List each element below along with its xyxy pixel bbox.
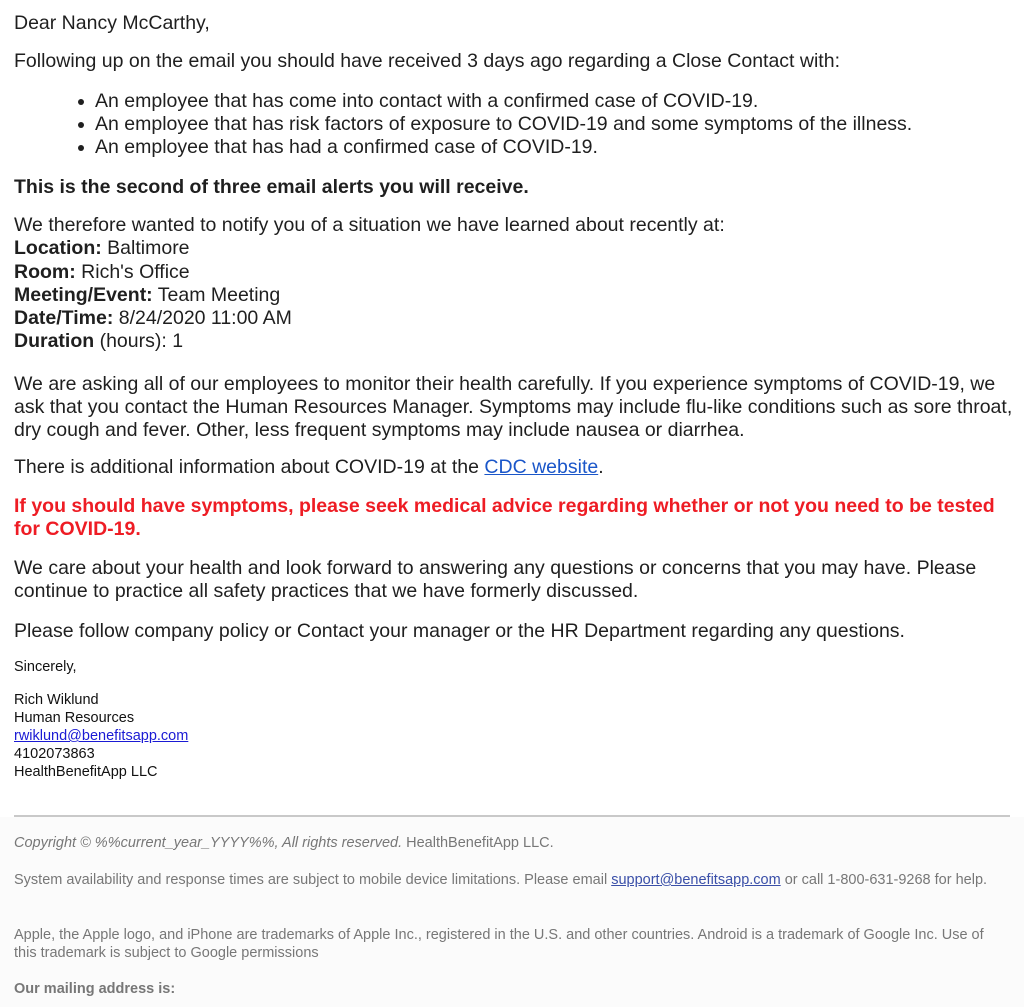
- datetime-value: 8/24/2020 11:00 AM: [113, 307, 292, 330]
- signature-email-link[interactable]: rwiklund@benefitsapp.com: [14, 728, 189, 744]
- meeting-label: Meeting/Event:: [14, 283, 153, 306]
- location-value: Baltimore: [101, 237, 190, 260]
- sincerely: Sincerely,: [14, 659, 77, 675]
- footer-divider: [14, 815, 1010, 817]
- list-item: An employee that has had a confirmed case of COVID-19.: [14, 136, 912, 159]
- bullet-icon: [78, 145, 84, 151]
- followup-paragraph: Following up on the email you should have received 3 days ago regarding a Close Contact with:: [14, 50, 840, 72]
- signature-name: Rich Wiklund: [14, 692, 99, 708]
- signature-phone: 4102073863: [14, 746, 95, 762]
- duration-value: (hours): 1: [94, 330, 184, 353]
- list-item: An employee that has come into contact with a confirmed case of COVID-19.: [14, 90, 912, 113]
- care-paragraph: We care about your health and look forward to answering any questions or concerns that you may have. Please continue to practice all safety practices that we have formerly discussed.: [14, 557, 977, 602]
- copyright: Copyright © %%current_year_YYYY%%, All rights reserved. HealthBenefitApp LLC.: [14, 835, 554, 851]
- location-label: Location:: [14, 237, 102, 260]
- monitor-paragraph: We are asking all of our employees to monitor their health carefully. If you experience symptoms of COVID-19, we ask that you contact the Human Resources Manager. Symptoms may include flu-like conditions such as sore throat, dry cough and fever. Other, less frequent symptoms may include nausea or diarrhea.: [14, 373, 1013, 441]
- event-details: [14, 214, 725, 354]
- room-label: Room:: [14, 260, 76, 283]
- second-alert-notice: This is the second of three email alerts you will receive.: [14, 176, 529, 198]
- list-item: An employee that has risk factors of exposure to COVID-19 and some symptoms of the illness.: [14, 113, 912, 136]
- room-value: Rich's Office: [75, 260, 190, 283]
- location-row: [14, 237, 725, 260]
- duration-row: [14, 330, 725, 353]
- additional-info: There is additional information about COVID-19 at the CDC website.: [14, 456, 604, 478]
- bullet-icon: [78, 122, 84, 128]
- system-availability-notice: System availability and response times are subject to mobile device limitations. Please email support@benefitsapp.com or call 1-800-631-9268 for help.: [14, 872, 988, 888]
- notify-intro: We therefore wanted to notify you of a situation we have learned about recently at:: [14, 214, 725, 236]
- policy-paragraph: Please follow company policy or Contact your manager or the HR Department regarding any questions.: [14, 620, 905, 642]
- meeting-row: [14, 284, 725, 307]
- mailing-address-heading: Our mailing address is:: [14, 981, 176, 997]
- meeting-value: Team Meeting: [152, 283, 281, 306]
- room-row: [14, 261, 725, 284]
- support-email-link[interactable]: support@benefitsapp.com: [611, 872, 781, 888]
- bullet-icon: [78, 99, 84, 105]
- signature-title: Human Resources: [14, 710, 135, 726]
- symptoms-warning: If you should have symptoms, please seek medical advice regarding whether or not you need to be tested for COVID-19.: [14, 495, 995, 540]
- trademark-notice: Apple, the Apple logo, and iPhone are trademarks of Apple Inc., registered in the U.S. and other countries. Android is a trademark of Google Inc. Use of this trademark is subject to Google permissions: [14, 927, 984, 961]
- datetime-label: Date/Time:: [14, 307, 114, 330]
- signature-company: HealthBenefitApp LLC: [14, 764, 158, 780]
- duration-label: Duration: [14, 330, 95, 353]
- cdc-website-link[interactable]: CDC website: [484, 456, 599, 478]
- datetime-row: [14, 307, 725, 330]
- greeting: Dear Nancy McCarthy,: [14, 12, 210, 34]
- contact-type-list: [14, 90, 912, 159]
- signature-block: [14, 691, 188, 781]
